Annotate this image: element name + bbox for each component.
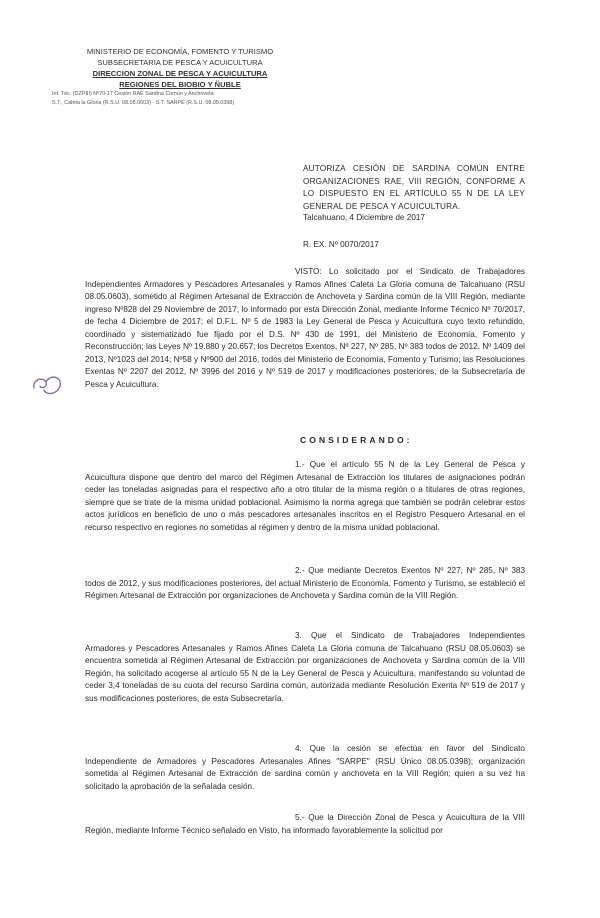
considerando-4 — [85, 743, 525, 793]
considerando-5-text: 5.- Que la Dirección Zonal de Pesca y Acuicultura de la VIII Región, mediante Informe Técnico señalado en Visto, ha informado favorablemente la solicitud por — [85, 813, 525, 835]
considerando-3-text: 3. Que el Sindicato de Trabajadores Independientes Armadores y Pescadores Artesanales y Ramos Afines Caleta La Gloria comuna de Talcahuano (RSU 08.05.0603) se encuentra sometida al Régimen Artesanal de Extracción por organizaciones de Anchoveta y Sardina común de la VIII Región, ha solicitado acogerse al artículo 55 N de la Ley General de Pesca y Acuicultura, manifestando su voluntad de ceder 3,4 toneladas de su cuota del recurso Sardina común, autorizada mediante Resolución Exenta Nº 519 de 2017 y sus modificaciones posteriores, de esta Subsecretaría. — [85, 631, 525, 703]
header-subsecretaria: SUBSECRETARIA DE PESCA Y ACUICULTURA — [97, 58, 263, 67]
handwritten-margin-mark — [30, 370, 66, 402]
considerando-5 — [85, 812, 525, 837]
header-ministry: MINISTERIO DE ECONOMÍA, FOMENTO Y TURISMO — [86, 47, 274, 56]
considerando-4-text: 4. Que la cesión se efectúa en favor del Sindicato Independiente de Armadores y Pescadores Artesanales Afines "SARPE" (RSU Único 08.05.0398); organización sometida al Régimen Artesanal de Extracción de sardina común y anchoveta en la VIII Región; quien a su vez ha solicitado la aprobación de la señalada cesión. — [85, 744, 525, 791]
considerando-1 — [85, 459, 525, 534]
considerando-2-text: 2.- Que mediante Decretos Exentos Nº 227, Nº 285, Nº 383 todos de 2012, y sus modificaciones posteriores, del actual Ministerio de Economía, Fomento y Turismo, se estableció el Régimen Artesanal de Extracción por organizaciones de Anchoveta y Sardina común de la VIII Región. — [85, 566, 525, 600]
considerando-3 — [85, 630, 525, 705]
header-ref-informe: Inf. Téc. (DZPIII) Nº70-17 Cesión RAE Sardina Común y Anchoveta — [52, 91, 214, 97]
visto-paragraph — [85, 266, 525, 391]
resolution-number: R. EX. Nº 0070/2017 — [303, 240, 379, 249]
considerando-1-text: 1.- Que el artículo 55 N de la Ley General de Pesca y Acuicultura dispone que dentro del marco del Régimen Artesanal de Extracción los titulares de asignaciones podrán ceder las toneladas asignadas para el respectivo año a otro titular de la misma región o a titulares de otras regiones, siempre que se trate de la misma unidad poblacional. Asimismo la norma agrega que también se podrán celebrar estos actos jurídicos en beneficio de uno o más pescadores artesanales inscritos en el Registro Pesquero Artesanal en el recurso respectivo en regiones no sometidas al régimen y dentro de la misma unidad poblacional. — [85, 460, 525, 532]
considerando-2 — [85, 565, 525, 603]
header-ref-sindicatos: S.T., Caleta la Gloria (R.S.U. 08.05.0603) - S.T. SARPE (R.S.U. 08.05.0398) — [52, 100, 235, 106]
resolution-date: Talcahuano, 4 Diciembre de 2017 — [303, 213, 425, 222]
resolution-subject: AUTORIZA CESIÓN DE SARDINA COMÚN ENTRE ORGANIZACIONES RAE, VIII REGIÓN, CONFORME A LO DISPUESTO EN EL ARTÍCULO 55 N DE LA LEY GENERAL DE PESCA Y ACUICULTURA. — [303, 164, 525, 211]
visto-text: VISTO: Lo solicitado por el Sindicato de Trabajadores Independientes Armadores y Pescadores Artesanales y Ramos Afines Caleta La Gloria comuna de Talcahuano (RSU 08.05.0603), sometido al Régimen Artesanal de Extracción de Anchoveta y Sardina común de la VIII Región, mediante ingreso Nº828 del 29 Noviembre de 2017; lo informado por esta Dirección Zonal, mediante Informe Técnico Nº 70/2017, de fecha 4 Diciembre de 2017; el D.F.L. Nº 5 de 1983 la Ley General de Pesca y Acuicultura cuyo texto refundido, coordinado y sistematizado fue fijado por el D.S. Nº 430 de 1991, del Ministerio de Economía, Fomento y Reconstrucción; las Leyes Nº 19.880 y 20.657; los Decretos Exentos, Nº 227, Nº 285, Nº 383 todos de 2012, Nº 1409 del 2013, Nº1023 del 2014; Nº58 y Nº900 del 2016, todos del Ministerio de Economía, Fomento y Turismo; las Resoluciones Exentas Nº 2207 del 2012, Nº 3996 del 2016 y Nº 519 de 2017 y modificaciones posteriores, de la Subsecretaría de Pesca y Acuicultura. — [85, 267, 525, 389]
header-regiones: REGIONES DEL BIOBIO Y ÑUBLE — [119, 80, 241, 89]
letterhead — [0, 46, 360, 108]
header-direccion-zonal: DIRECCION ZONAL DE PESCA Y ACUICULTURA — [92, 69, 268, 78]
considerando-heading: CONSIDERANDO: — [300, 435, 413, 445]
